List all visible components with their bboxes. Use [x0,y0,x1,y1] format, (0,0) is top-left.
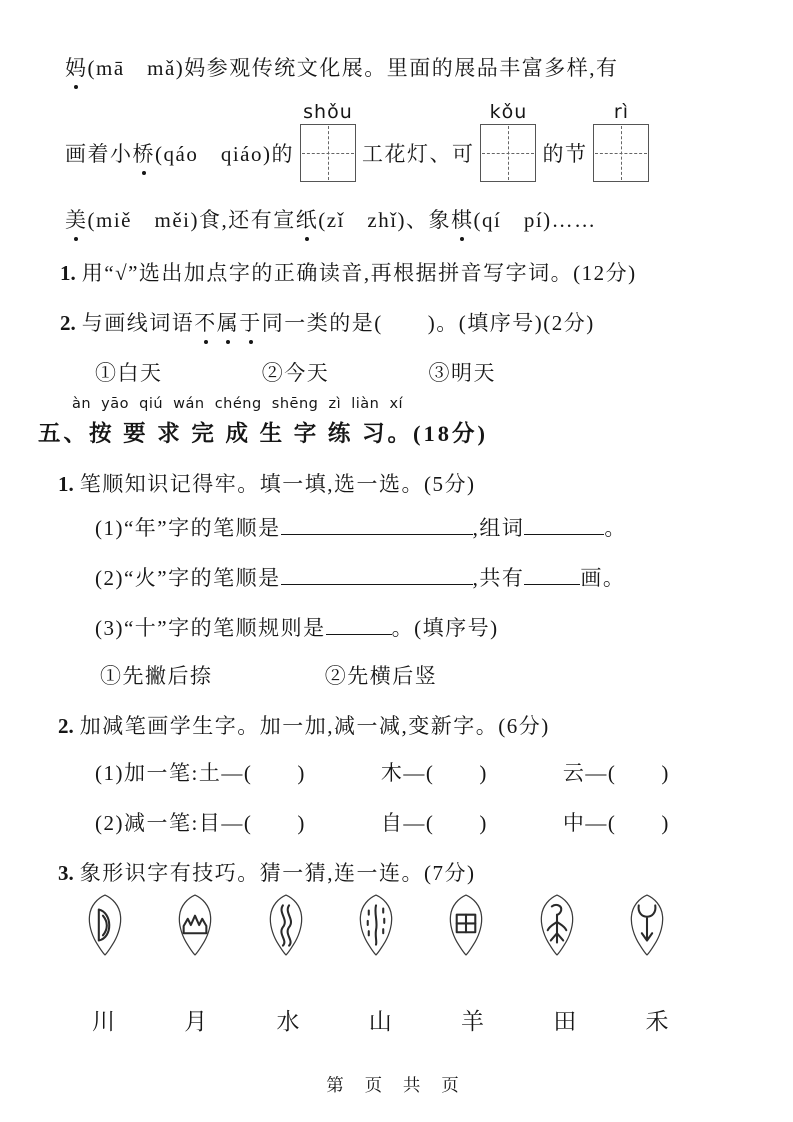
item-1-sub-1-end: 。 [604,516,627,541]
item-1-sub-1 [95,512,627,542]
pictograph-water-drops-icon[interactable] [355,893,397,957]
writing-box-unit-ri [593,102,649,182]
tianzige-box-ri[interactable] [593,124,649,182]
item-1-sub-2-pre: (2)“火”字的笔顺是 [95,566,281,591]
tianzige-box-shou[interactable] [300,124,356,182]
blank-shi-rule[interactable] [326,612,392,635]
blank-nian-stroke-order[interactable] [281,512,473,535]
question-2-pre: 与画线词语 [81,311,195,335]
char-yue[interactable]: 月 [184,1009,209,1034]
passage-line-2-seg4: 的节 [542,142,588,166]
pair-zi[interactable]: 自—( ) [380,811,488,835]
question-2-post: 同一类的是( )。(填序号)(2分) [261,311,595,335]
passage-line-3-seg1: (miě měi)食,还有宣 [87,208,296,232]
item-2-sub-1 [95,757,670,787]
question-1 [60,257,637,287]
dotted-char-yu: 于 [239,307,262,337]
dotted-char-mei: 美 [65,204,88,234]
item-1-number: 1. [58,472,74,496]
item-2-sub-1-label: (1)加一笔: [95,761,199,785]
option-baitian: ①白天 [95,361,163,385]
page-footer: 第 页 共 页 [326,1075,467,1095]
item-1-text: 笔顺知识记得牢。填一填,选一选。(5分) [79,472,476,496]
question-2 [60,307,595,337]
question-1-text: 用“√”选出加点字的正确读音,再根据拼音写字词。(12分) [81,261,637,285]
tianzige-box-kou[interactable] [480,124,536,182]
item-1-sub-3-end: 。(填序号) [391,616,499,641]
pair-mu4[interactable]: 目—( ) [198,811,306,835]
passage-line-2-seg3: 工花灯、可 [361,142,475,166]
dotted-char-qi: 棋 [451,204,474,234]
item-1-sub-3-pre: (3)“十”字的笔顺规则是 [95,616,326,641]
char-chuan[interactable]: 川 [92,1009,117,1034]
question-1-number: 1. [60,261,76,285]
pair-mu[interactable]: 木—( ) [380,761,488,785]
section-5-pinyin: àn yāo qiú wán chéng shēng zì liàn xí [72,396,404,412]
blank-huo-stroke-count[interactable] [524,562,580,585]
dotted-char-shu: 属 [217,307,240,337]
passage-line-2-seg2: (qáo qiáo)的 [155,142,294,166]
char-tian[interactable]: 田 [553,1009,578,1034]
passage-line-3-seg3: (qí pí)…… [473,208,597,232]
passage-line-3 [65,204,597,234]
item-1-sub-2-end: 画。 [580,566,626,591]
pair-zhong[interactable]: 中—( ) [562,811,670,835]
dotted-char-zhi: 纸 [296,204,319,234]
pictograph-sheep-icon[interactable] [626,893,668,957]
item-1-sub-2-mid: ,共有 [472,566,525,591]
pinyin-label-kou: kǒu [489,101,528,123]
passage-line-1-text: (mā mǎ)妈参观传统文化展。里面的展品丰富多样,有 [87,56,619,80]
item-2-sub-2 [95,807,670,837]
pair-tu[interactable]: 土—( ) [198,761,306,785]
item-3-number: 3. [58,861,74,885]
item-1-choices [100,660,437,690]
passage-line-3-seg2: (zǐ zhǐ)、象 [318,208,452,232]
writing-box-unit-shou [300,102,356,182]
item-2-number: 2. [58,714,74,738]
option-jintian: ②今天 [261,361,330,385]
question-2-options [95,357,589,387]
item-1-sub-3 [95,612,499,642]
choice-heng-shu: ②先横后竖 [324,664,438,688]
passage-line-2-seg1: 画着小 [65,142,133,166]
pinyin-label-shou: shǒu [303,101,353,123]
passage-line-2 [65,98,655,182]
char-shan[interactable]: 山 [368,1009,394,1034]
item-1-sub-1-pre: (1)“年”字的笔顺是 [95,516,281,541]
char-he[interactable]: 禾 [645,1009,670,1034]
pictograph-grain-icon[interactable] [536,893,578,957]
section-5-title: 五、按 要 求 完 成 生 字 练 习。(18分) [38,421,488,446]
writing-box-unit-kou [480,102,536,182]
item-1-sub-2 [95,562,625,592]
option-mingtian: ③明天 [428,361,496,385]
blank-huo-stroke-order[interactable] [281,562,473,585]
item-2-sub-2-label: (2)减一笔: [95,811,199,835]
pictograph-mountain-icon[interactable] [174,893,216,957]
blank-nian-word[interactable] [524,512,604,535]
pinyin-label-ri: rì [613,101,630,123]
dotted-char-ma: 妈 [65,52,88,82]
pictograph-water-stream-icon[interactable] [265,893,307,957]
char-yang[interactable]: 羊 [461,1009,486,1034]
pair-yun[interactable]: 云—( ) [562,761,670,785]
pictograph-moon-icon[interactable] [84,893,126,957]
item-1 [58,468,476,498]
char-shui[interactable]: 水 [276,1009,301,1034]
item-3 [58,857,476,887]
item-2-text: 加减笔画学生字。加一加,减一减,变新字。(6分) [79,714,550,738]
character-row [92,1003,670,1036]
item-2 [58,710,550,740]
passage-line-1 [65,52,619,82]
dotted-char-qiao: 桥 [133,138,156,168]
item-3-text: 象形识字有技巧。猜一猜,连一连。(7分) [79,861,476,885]
pictograph-field-icon[interactable] [445,893,487,957]
choice-pie-na: ①先撇后捺 [100,664,213,688]
dotted-char-bu: 不 [194,307,217,337]
pictograph-row [84,893,668,957]
question-2-number: 2. [60,311,76,335]
item-1-sub-1-mid: ,组词 [472,516,525,541]
